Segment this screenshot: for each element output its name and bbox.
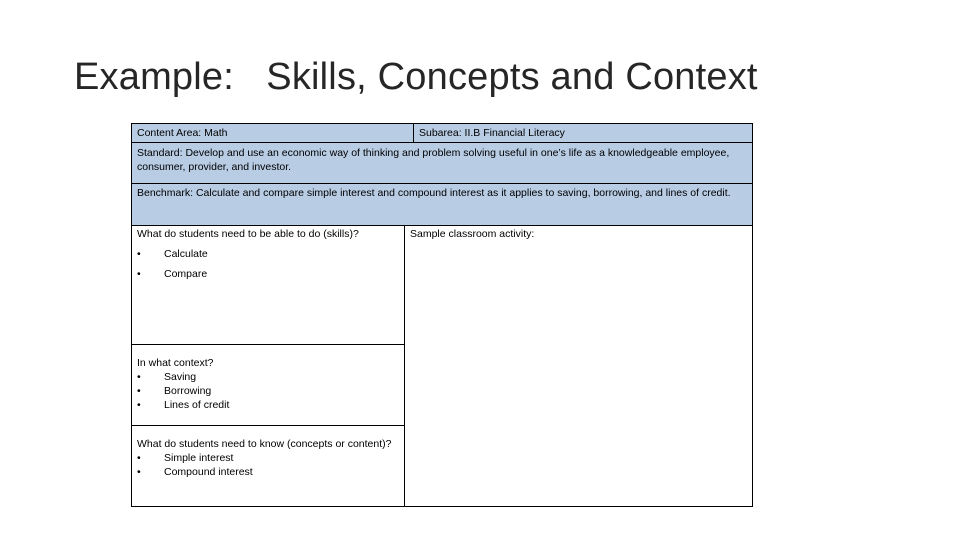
context-item-label: Lines of credit <box>164 399 230 411</box>
planning-table <box>131 123 753 507</box>
bullet: • <box>137 248 141 260</box>
bullet: • <box>137 371 141 383</box>
concept-item-label: Compound interest <box>164 466 253 478</box>
context-cell <box>132 345 405 426</box>
content-area-cell: Content Area: Math <box>132 124 414 143</box>
context-item-label: Saving <box>164 371 197 383</box>
list-item <box>137 267 399 281</box>
skill-item-label: Compare <box>164 268 208 280</box>
concept-item-label: Simple interest <box>164 452 234 464</box>
bullet: • <box>137 466 141 478</box>
list-item <box>137 247 399 261</box>
bullet: • <box>137 452 141 464</box>
bullet: • <box>137 385 141 397</box>
context-item-label: Borrowing <box>164 385 212 397</box>
list-item <box>137 451 399 465</box>
bullet: • <box>137 268 141 280</box>
slide-title: Example: Skills, Concepts and Context <box>74 56 758 98</box>
concepts-cell <box>132 426 405 506</box>
concepts-heading: What do students need to know (concepts or content)? <box>137 438 392 450</box>
bullet: • <box>137 399 141 411</box>
context-heading: In what context? <box>137 357 214 369</box>
skills-heading: What do students need to be able to do (skills)? <box>137 228 359 240</box>
list-item <box>137 384 399 398</box>
list-item <box>137 370 399 384</box>
skill-item-label: Calculate <box>164 248 208 260</box>
activity-heading: Sample classroom activity: <box>410 228 535 240</box>
skills-cell <box>132 226 405 345</box>
list-item <box>137 465 399 479</box>
activity-cell <box>405 226 752 506</box>
subarea-cell: Subarea: II.B Financial Literacy <box>414 124 752 143</box>
standard-cell: Standard: Develop and use an economic way of thinking and problem solving useful in one’s life as a knowledgeable employee, consumer, provider, and investor. <box>132 143 752 184</box>
benchmark-cell: Benchmark: Calculate and compare simple interest and compound interest as it applies to saving, borrowing, and lines of credit. <box>132 184 752 226</box>
list-item <box>137 398 399 412</box>
